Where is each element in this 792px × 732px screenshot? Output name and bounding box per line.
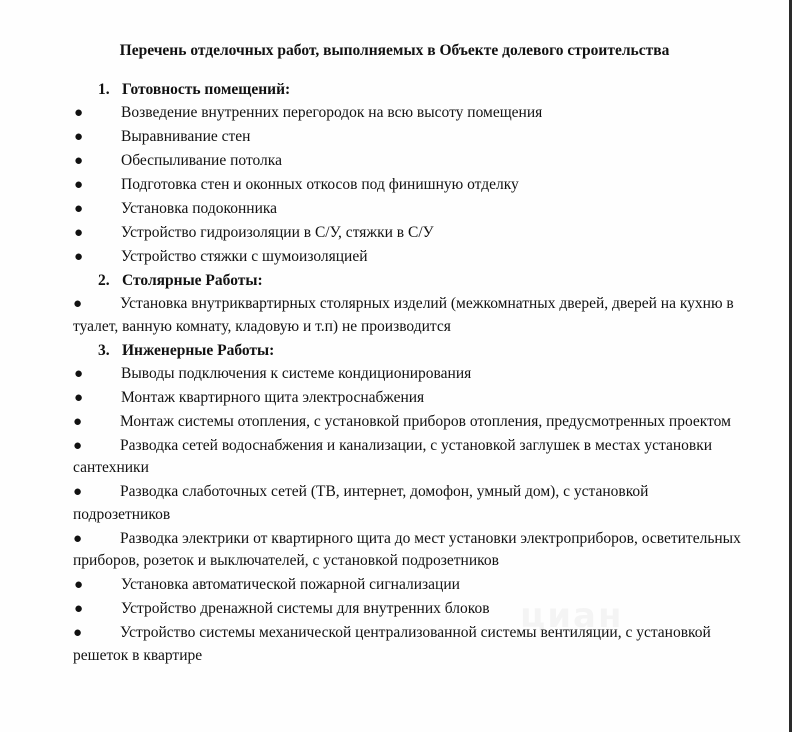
section-number: 2. — [98, 272, 110, 289]
list-item-text: Выводы подключения к системе кондиционирования — [121, 364, 472, 382]
list-item — [74, 101, 744, 125]
list-item-text: Разводка слаботочных сетей (ТВ, интернет, домофон, умный дом), с установкой подрозетников — [73, 483, 649, 523]
section-number: 3. — [98, 341, 110, 359]
bullet-icon: ● — [73, 625, 83, 641]
list-item — [73, 292, 744, 339]
bullet-icon: ● — [74, 577, 84, 593]
list-item-text: Обеспыливание потолка — [121, 152, 282, 169]
list-item — [73, 434, 744, 481]
bullet-icon: ● — [74, 601, 84, 617]
list-item — [74, 386, 744, 410]
section-heading — [74, 339, 744, 362]
list-item — [73, 410, 744, 434]
bullet-icon: ● — [74, 225, 84, 241]
list-item-text: Установка подоконника — [121, 200, 278, 217]
list-item — [74, 597, 744, 621]
bullet-icon: ● — [73, 484, 83, 500]
bullet-icon: ● — [74, 201, 84, 217]
section-title: Столярные Работы: — [122, 272, 263, 289]
bullet-icon: ● — [74, 389, 84, 406]
list-item — [74, 362, 744, 386]
bullet-icon: ● — [73, 437, 83, 454]
list-item — [74, 221, 744, 245]
list-item-text: Возведение внутренних перегородок на всю высоту помещения — [121, 104, 543, 121]
list-item-text: Монтаж квартирного щита электроснабжения — [121, 388, 425, 406]
list-item-text: Установка внутриквартирных столярных изделий (межкомнатных дверей, дверей на кухню в туалет, ванную комнату, кладовую и т.п) не производится — [73, 295, 734, 335]
list-item-text: Выравнивание стен — [121, 128, 251, 145]
bullet-icon: ● — [74, 105, 84, 121]
list-item-text: Устройство стяжки с шумоизоляцией — [121, 248, 368, 265]
list-item — [74, 197, 744, 221]
bullet-icon: ● — [74, 177, 84, 193]
bullet-icon: ● — [73, 530, 83, 547]
section-number: 1. — [98, 81, 110, 98]
list-item-text: Разводка сетей водоснабжения и канализации, с установкой заглушек в местах установки сантехники — [73, 436, 713, 476]
section-heading — [74, 269, 744, 292]
section-title: Готовность помещений: — [122, 81, 291, 98]
watermark-logo — [520, 596, 623, 636]
list-item-text: Подготовка стен и оконных откосов под финишную отделку — [121, 176, 519, 193]
list-item — [74, 245, 744, 269]
bullet-icon: ● — [74, 153, 84, 169]
list-item — [73, 527, 744, 574]
list-item-text: Устройство дренажной системы для внутренних блоков — [121, 600, 490, 617]
section-heading — [74, 78, 744, 101]
document-title: Перечень отделочных работ, выполняемых в Объекте долевого строительства — [119, 42, 670, 59]
bullet-icon: ● — [73, 296, 83, 312]
list-item — [74, 173, 744, 197]
bullet-icon: ● — [74, 129, 84, 145]
bullet-icon: ● — [73, 413, 83, 430]
list-item-text: Устройство системы механической централизованной системы вентиляции, с установкой решеток в квартире — [73, 624, 711, 664]
list-item — [73, 480, 744, 527]
bullet-icon: ● — [74, 249, 84, 265]
section-title: Инженерные Работы: — [122, 341, 275, 359]
bullet-icon: ● — [74, 365, 84, 382]
list-item — [73, 621, 744, 668]
document-content — [74, 78, 744, 668]
list-item-text: Разводка электрики от квартирного щита до мест установки электроприборов, осветительных приборов, розеток и выключателей, с установкой подрозетников — [73, 529, 741, 569]
list-item-text: Установка автоматической пожарной сигнализации — [121, 576, 460, 593]
list-item — [74, 149, 744, 173]
list-item — [74, 573, 744, 597]
list-item-text: Устройство гидроизоляции в С/У, стяжки в С/У — [121, 224, 434, 241]
list-item — [74, 125, 744, 149]
list-item-text: Монтаж системы отопления, с установкой приборов отопления, предусмотренных проектом — [120, 412, 731, 430]
